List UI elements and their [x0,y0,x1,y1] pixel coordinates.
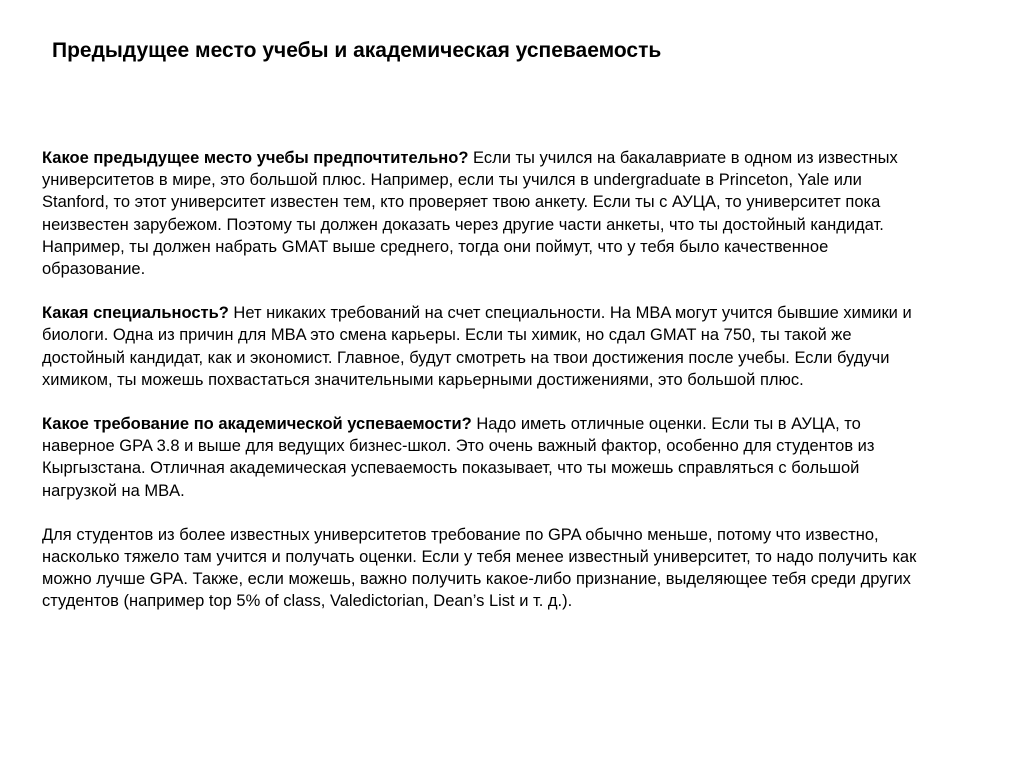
paragraph-specialty [42,302,922,391]
paragraph-text: Если ты учился на бакалавриате в одном из известных университетов в мире, это большой плюс. Например, если ты учился в undergraduate в Princeton, Yale или Stanford, то этот университет известен тем, кто проверяет твою анкету. Если ты с АУЦА, то университет пока неизвестен зарубежом. Поэтому ты должен доказать через другие части анкеты, что ты достойный кандидат. Например, ты должен набрать GMAT выше среднего, тогда они поймут, что у тебя было качественное образование. [42,149,898,279]
paragraph-academic-performance [42,413,922,502]
slide-title: Предыдущее место учебы и академическая успеваемость [52,39,662,62]
paragraph-gpa-note [42,524,922,613]
paragraph-text: Надо иметь отличные оценки. Если ты в АУЦА, то наверное GPA 3.8 и выше для ведущих бизнес-школ. Это очень важный фактор, особенно для студентов из Кыргызстана. Отличная академическая успеваемость показывает, что ты можешь справляться с большой нагрузкой на MBA. [42,415,875,500]
paragraph-previous-school [42,147,922,280]
paragraph-heading: Какая специальность? [42,304,229,323]
slide-body [42,147,922,635]
paragraph-text: Нет никаких требований на счет специальности. На MBA могут учится бывшие химики и биологи. Одна из причин для MBA это смена карьеры. Если ты химик, но сдал GMAT на 750, ты такой же достойный кандидат, как и экономист. Главное, будут смотреть на твои достижения после учебы. Если будучи химиком, ты можешь похвастаться значительными карьерными достижениями, это большой плюс. [42,304,912,389]
paragraph-heading: Какое предыдущее место учебы предпочтительно? [42,149,469,167]
paragraph-text: Для студентов из более известных университетов требование по GPA обычно меньше, потому что известно, насколько тяжело там учится и получать оценки. Если у тебя менее известный университет, то надо получить как можно лучше GPA. Также, если можешь, важно получить какое-либо признание, выделяющее тебя среди других студентов (например top 5% of class, Valedictorian, Dean’s List и т. д.). [42,525,917,611]
paragraph-heading: Какое требование по академической успеваемости? [42,415,472,434]
